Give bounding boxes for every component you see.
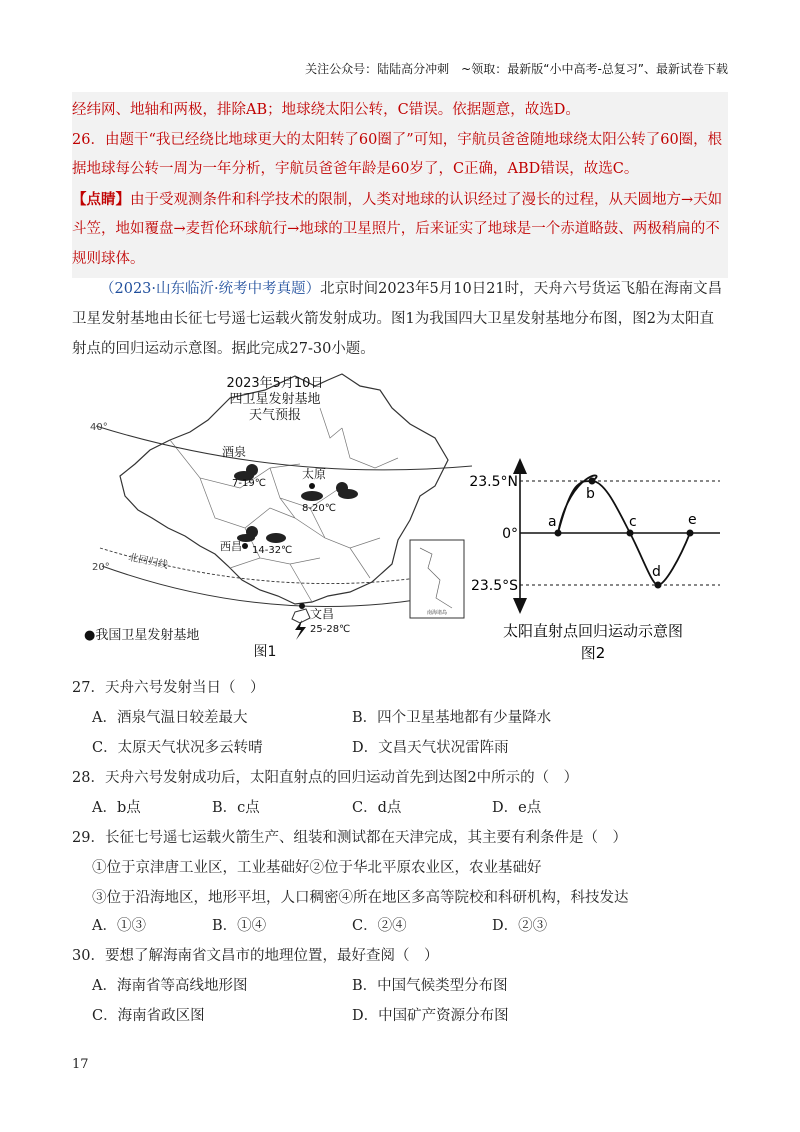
q29-statement-line2: ③位于沿海地区，地形平坦，人口稠密④所在地区多高等院校和科研机构，科技发达 bbox=[92, 890, 629, 906]
station-wenchang-temp: 25-28℃ bbox=[310, 624, 351, 635]
page-number: 17 bbox=[72, 1057, 89, 1072]
label-c: c bbox=[629, 514, 637, 530]
axis-arrow-up bbox=[513, 458, 527, 474]
question-source: （2023·山东临沂·统考中考真题） bbox=[100, 281, 321, 297]
q28-option-a: A．b点 bbox=[92, 800, 141, 816]
map-title-line2: 四卫星发射基地 bbox=[229, 392, 321, 407]
q27-option-a: A．酒泉气温日较差最大 bbox=[92, 710, 248, 726]
intro-text: 北京时间2023年5月10日21时，天舟六号货运飞船在海南文昌卫星发射基地由长征七号遥七运载火箭发射成功。图1为我国四大卫星发射基地分布图，图2为太阳直射点的回归运动示意图。据此完成27-30小题。 bbox=[72, 281, 723, 357]
lat-n-label: 23.5°N bbox=[469, 474, 518, 490]
station-xichang-temp: 14-32℃ bbox=[252, 545, 293, 556]
label-d: d bbox=[652, 564, 661, 580]
lat20-label: 20° bbox=[92, 562, 110, 573]
q28-option-c: C．d点 bbox=[352, 800, 402, 816]
map-title-line3: 天气预报 bbox=[248, 408, 302, 423]
inset-label: 南海诸岛 bbox=[426, 610, 448, 616]
label-b: b bbox=[586, 486, 595, 502]
lat40-label: 40° bbox=[90, 422, 108, 433]
launch-site-dot bbox=[242, 543, 248, 549]
point-e bbox=[687, 530, 694, 537]
q30-option-a: A．海南省等高线地形图 bbox=[92, 978, 248, 994]
q30-option-b: B．中国气候类型分布图 bbox=[352, 978, 508, 994]
answer-line: 经纬网、地轴和两极，排除AB；地球绕太阳公转，C错误。依据题意，故选D。 bbox=[72, 102, 580, 118]
station-wenchang-name: 文昌 bbox=[310, 607, 335, 621]
label-e: e bbox=[688, 512, 697, 528]
hainan-island bbox=[292, 609, 310, 623]
q27-option-b: B．四个卫星基地都有少量降水 bbox=[352, 710, 552, 726]
q30-option-d: D．中国矿产资源分布图 bbox=[352, 1008, 509, 1024]
map-legend: ●我国卫星发射基地 bbox=[84, 628, 200, 643]
figure1-caption: 图1 bbox=[253, 644, 277, 660]
question-30-stem: 30．要想了解海南省文昌市的地理位置，最好查阅（ ） bbox=[72, 948, 439, 964]
label-a: a bbox=[548, 514, 557, 530]
question-29-stem: 29．长征七号遥七运载火箭生产、组装和测试都在天津完成，其主要有利条件是（ ） bbox=[72, 830, 627, 846]
launch-site-dot bbox=[299, 603, 305, 609]
q30-option-c: C．海南省政区图 bbox=[92, 1008, 205, 1024]
map-title-line1: 2023年5月10日 bbox=[226, 376, 324, 391]
question-28-stem: 28．天舟六号发射成功后，太阳直射点的回归运动首先到达图2中所示的（ ） bbox=[72, 770, 579, 786]
point-a bbox=[555, 530, 562, 537]
tip-label: 【点睛】 bbox=[72, 190, 130, 208]
station-taiyuan-name: 太原 bbox=[302, 467, 327, 481]
station-taiyuan-temp: 8-20℃ bbox=[302, 503, 336, 514]
q29-option-d: D．②③ bbox=[492, 918, 548, 934]
figure2-sun-path bbox=[460, 450, 730, 668]
q29-option-a: A．①③ bbox=[92, 918, 146, 934]
figure2-title: 太阳直射点回归运动示意图 bbox=[502, 622, 684, 640]
tip-paragraph bbox=[72, 185, 728, 275]
tip-text: 由于受观测条件和科学技术的限制，人类对地球的认识经过了漫长的过程，从天圆地方→天如斗笠，地如覆盘→麦哲伦环球航行→地球的卫星照片，后来证实了地球是一个赤道略鼓、两极稍扁的不规则球体。 bbox=[72, 191, 723, 267]
south-sea-inset bbox=[410, 540, 464, 618]
lat-0-label: 0° bbox=[502, 526, 518, 542]
lat-s-label: 23.5°S bbox=[470, 578, 518, 594]
subsolar-curve bbox=[558, 475, 690, 585]
answer-q26: 26．由题干“我已经绕比地球更大的太阳转了60圈了”可知，宇航员爸爸随地球绕太阳公转了60圈，根据地球每公转一周为一年分析，宇航员爸爸年龄是60岁了，C正确，ABD错误，故选C。 bbox=[72, 131, 723, 177]
q27-option-d: D．文昌天气状况雷阵雨 bbox=[352, 740, 509, 756]
material-intro bbox=[72, 274, 728, 364]
point-d bbox=[655, 582, 662, 589]
q28-option-d: D．e点 bbox=[492, 800, 542, 816]
q29-statement-line1: ①位于京津唐工业区，工业基础好②位于华北平原农业区，农业基础好 bbox=[92, 860, 542, 876]
page-header: 关注公众号：陆陆高分冲刺 ~领取：最新版“小中高考-总复习”、最新试卷下载 bbox=[305, 62, 728, 76]
launch-site-dot bbox=[309, 483, 315, 489]
q29-option-b: B．①④ bbox=[212, 918, 267, 934]
q29-option-c: C．②④ bbox=[352, 918, 407, 934]
question-27-stem: 27．天舟六号发射当日（ ） bbox=[72, 680, 265, 696]
tropic-label: 北回归线 bbox=[127, 552, 169, 572]
thunderstorm-icon bbox=[295, 620, 306, 640]
point-c bbox=[627, 530, 634, 537]
point-b bbox=[589, 478, 596, 485]
q27-option-c: C．太原天气状况多云转晴 bbox=[92, 740, 263, 756]
station-xichang-name: 西昌 bbox=[220, 540, 242, 553]
axis-arrow-down bbox=[513, 598, 527, 614]
station-jiuquan-name: 酒泉 bbox=[222, 445, 247, 459]
q28-option-b: B．c点 bbox=[212, 800, 260, 816]
answer-explanation bbox=[72, 92, 728, 278]
figure2-caption: 图2 bbox=[580, 644, 606, 662]
station-jiuquan-temp: 7-19℃ bbox=[232, 478, 266, 489]
figure1-map bbox=[80, 368, 480, 660]
